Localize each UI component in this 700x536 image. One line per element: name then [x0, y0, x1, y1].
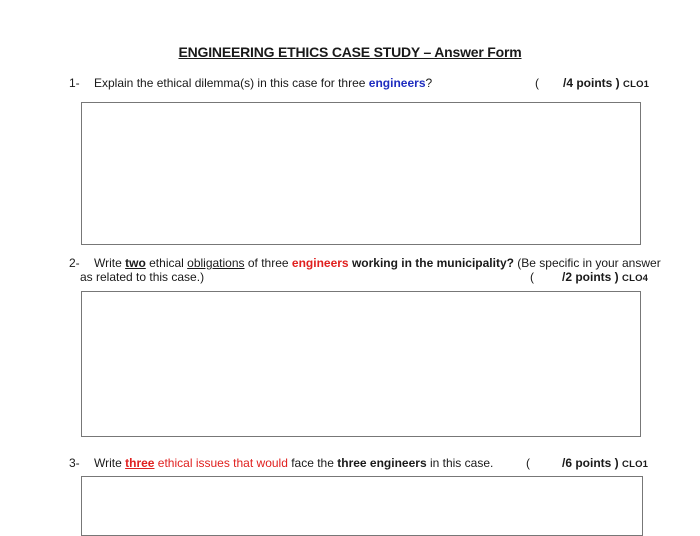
question-text: Write three ethical issues that would face the three engineers in this case.	[94, 456, 494, 470]
clo-tag: CLO1	[623, 79, 650, 90]
clo-tag: CLO4	[622, 273, 649, 284]
answer-box-2[interactable]	[81, 291, 641, 437]
emphasis-ethical-issues: ethical issues that would	[154, 456, 288, 470]
clo-tag: CLO1	[622, 459, 649, 470]
answer-box-3[interactable]	[81, 476, 643, 536]
emphasis-engineers: engineers	[291, 256, 349, 270]
form-title: ENGINEERING ETHICS CASE STUDY – Answer Form	[178, 44, 522, 60]
question-2-line2: as related to this case.)	[80, 270, 205, 284]
answer-box-1[interactable]	[81, 102, 641, 245]
emphasis-obligations: obligations	[187, 256, 245, 270]
question-number: 3-	[69, 456, 80, 470]
points-label-1: ( /4 points ) CLO1	[535, 76, 650, 90]
emphasis-three-engineers: three engineers	[337, 456, 427, 470]
points-label-3: ( /6 points ) CLO1	[526, 456, 649, 470]
question-text: Explain the ethical dilemma(s) in this case for three engineers?	[94, 76, 433, 90]
emphasis-engineers: engineers	[368, 76, 426, 90]
question-number: 2-	[69, 256, 80, 270]
points-label-2: ( /2 points ) CLO4	[530, 270, 649, 284]
question-number: 1-	[69, 76, 80, 90]
emphasis-two: two	[125, 256, 146, 270]
emphasis-municipality: working in the municipality?	[348, 256, 514, 270]
question-text: Write two ethical obligations of three engineers working in the municipality? (Be specific in your answer	[94, 256, 661, 270]
emphasis-three: three	[125, 456, 155, 470]
